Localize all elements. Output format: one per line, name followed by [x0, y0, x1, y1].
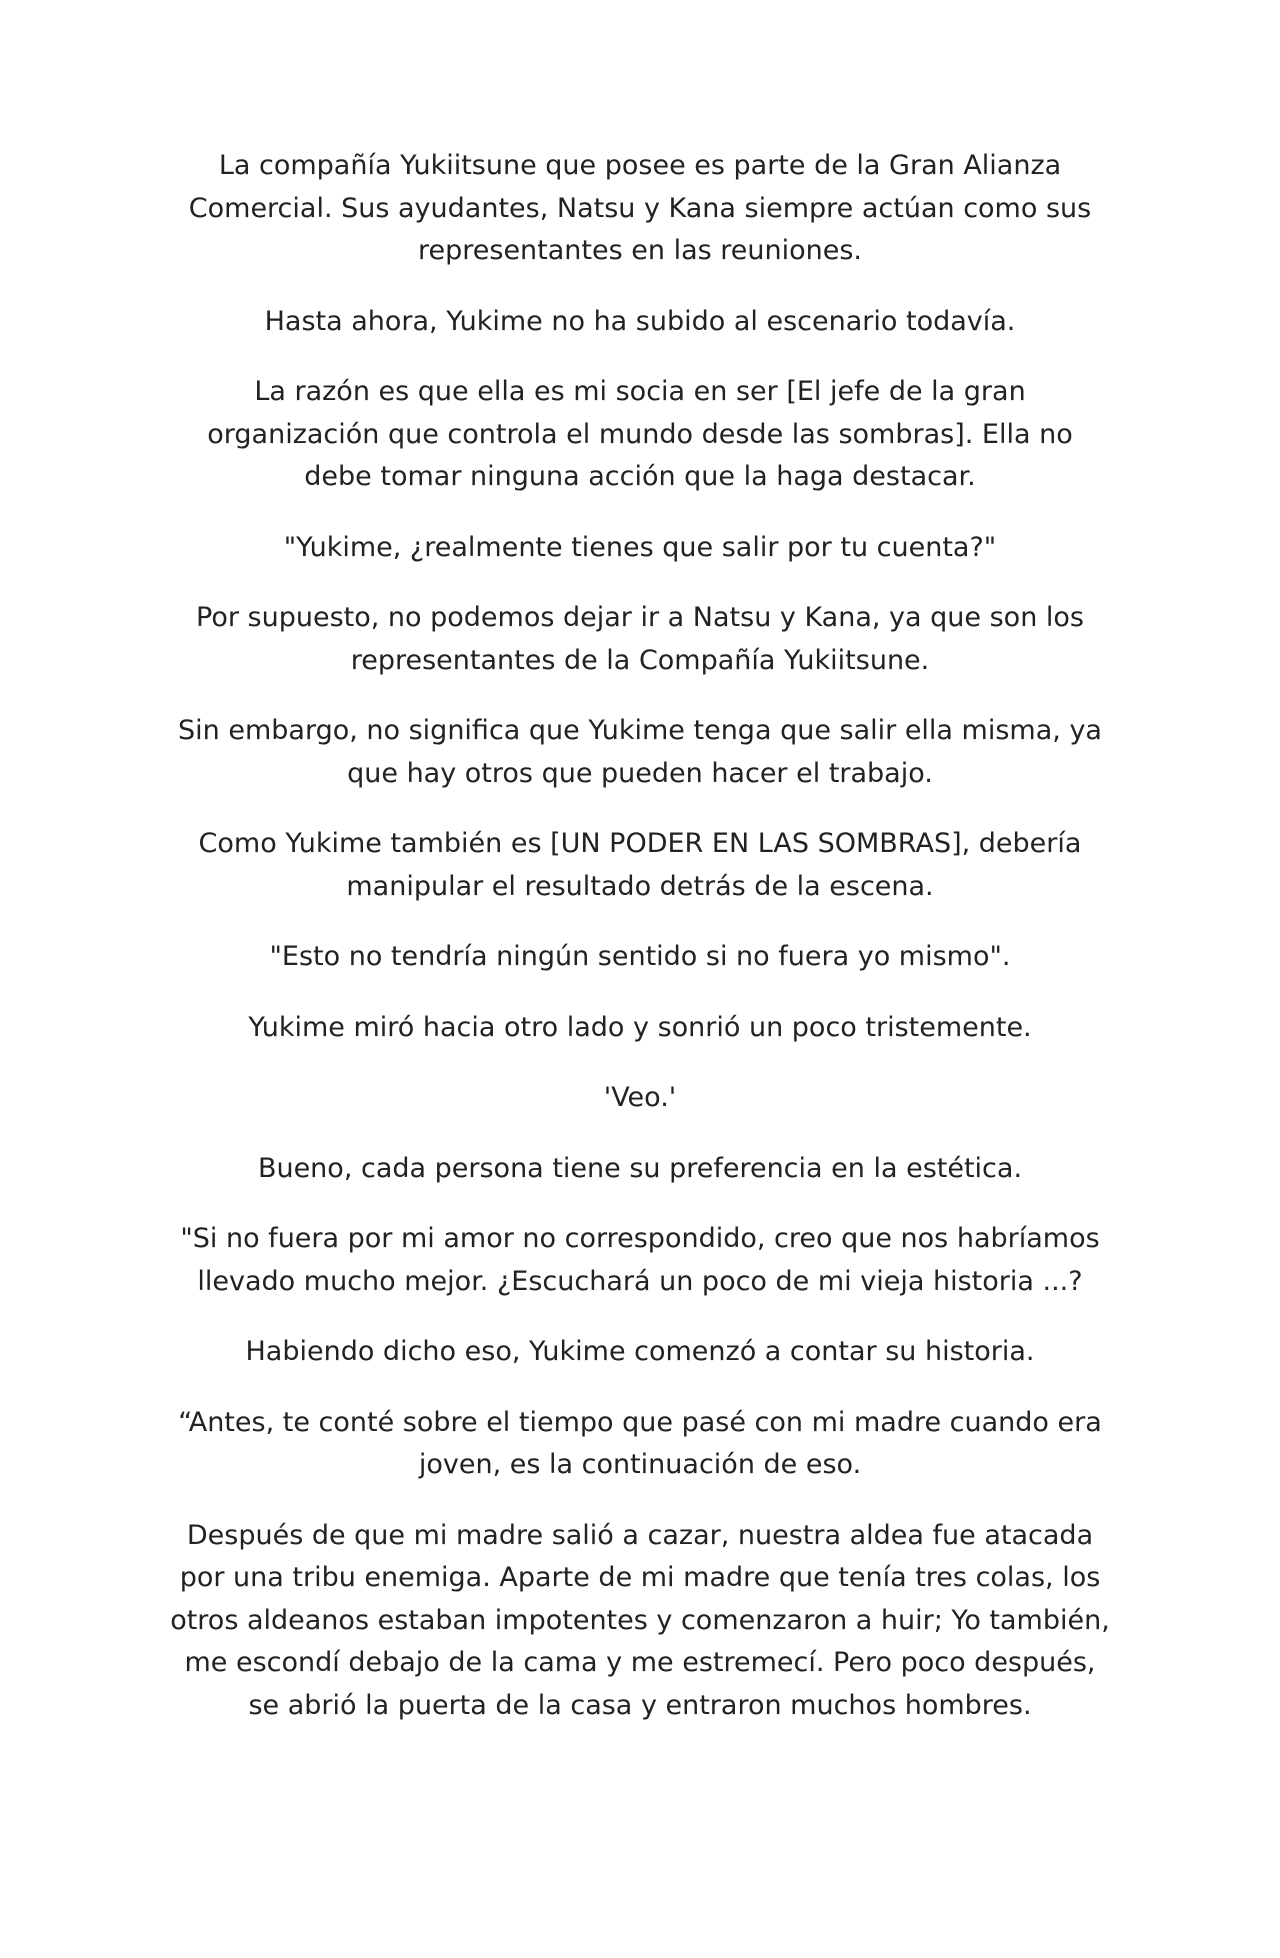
paragraph-2: Hasta ahora, Yukime no ha subido al escenario todavía.	[264, 305, 1016, 337]
paragraph-14: “Antes, te conté sobre el tiempo que pasé con mi madre cuando era joven, es la continuación de eso.	[178, 1406, 1102, 1480]
paragraph-12: "Si no fuera por mi amor no correspondido, creo que nos habríamos llevado mucho mejor. ¿Escuchará un poco de mi vieja historia ...?	[180, 1223, 1100, 1297]
paragraph-10: 'Veo.'	[603, 1082, 677, 1113]
paragraph-1: La compañía Yukiitsune que posee es parte de la Gran Alianza Comercial. Sus ayudantes, Natsu y Kana siempre actúan como sus representantes en las reuniones.	[188, 150, 1092, 266]
paragraph-7: Como Yukime también es [UN PODER EN LAS SOMBRAS], debería manipular el resultado detrás de la escena.	[198, 828, 1082, 902]
paragraph-11: Bueno, cada persona tiene su preferencia en la estética.	[257, 1152, 1023, 1184]
paragraph-15: Después de que mi madre salió a cazar, nuestra aldea fue atacada por una tribu enemiga. Aparte de mi madre que tenía tres colas, los otros aldeanos estaban impotentes y comenzaron a huir; Yo también, me escondí debajo de la cama y me estremecí. Pero poco después, se abrió la puerta de la casa y entraron muchos hombres.	[170, 1519, 1110, 1721]
paragraph-9: Yukime miró hacia otro lado y sonrió un poco tristemente.	[248, 1011, 1032, 1043]
paragraph-3: La razón es que ella es mi socia en ser [El jefe de la gran organización que controla el mundo desde las sombras]. Ella no debe tomar ninguna acción que la haga destacar.	[207, 376, 1073, 492]
paragraph-8: "Esto no tendría ningún sentido si no fuera yo mismo".	[269, 941, 1011, 972]
paragraph-6: Sin embargo, no significa que Yukime tenga que salir ella misma, ya que hay otros que pueden hacer el trabajo.	[178, 715, 1102, 789]
paragraph-13: Habiendo dicho eso, Yukime comenzó a contar su historia.	[245, 1336, 1035, 1367]
paragraph-4: "Yukime, ¿realmente tienes que salir por tu cuenta?"	[283, 531, 997, 563]
document-page	[170, 145, 1110, 1755]
paragraph-5: Por supuesto, no podemos dejar ir a Natsu y Kana, ya que son los representantes de la Compañía Yukiitsune.	[196, 602, 1084, 676]
